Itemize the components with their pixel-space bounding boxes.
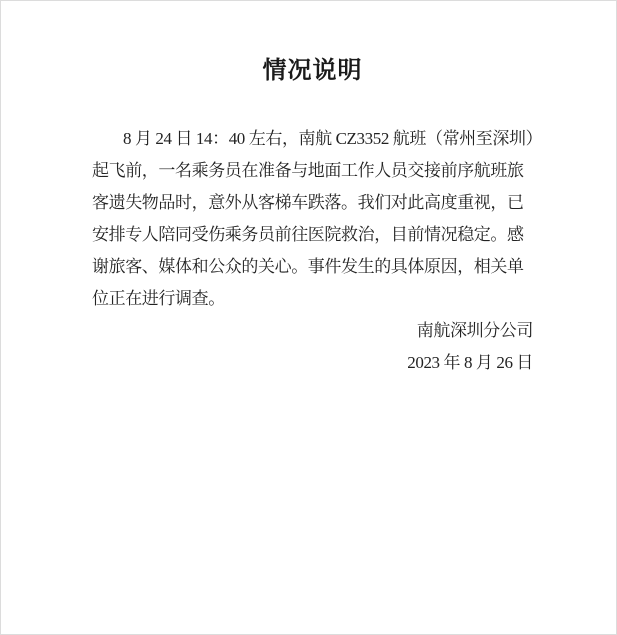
date-line: 2023 年 8 月 26 日 <box>407 353 533 372</box>
paragraph-line: 起飞前，一名乘务员在准备与地面工作人员交接前序航班旅 <box>92 161 524 180</box>
paragraph-line: 8 月 24 日 14：40 左右，南航 CZ3352 航班（常州至深圳） <box>123 129 543 148</box>
paragraph-line: 谢旅客、媒体和公众的关心。事件发生的具体原因，相关单 <box>92 257 524 276</box>
signature-line: 南航深圳分公司 <box>416 321 533 340</box>
paragraph-line: 客遗失物品时，意外从客梯车跌落。我们对此高度重视，已 <box>92 193 524 212</box>
statement-paragraph <box>92 123 543 315</box>
document-title: 情况说明 <box>262 57 363 84</box>
document-text-column <box>92 57 543 379</box>
paragraph-line: 位正在进行调查。 <box>92 289 225 308</box>
paragraph-line: 安排专人陪同受伤乘务员前往医院救治，目前情况稳定。感 <box>92 225 524 244</box>
